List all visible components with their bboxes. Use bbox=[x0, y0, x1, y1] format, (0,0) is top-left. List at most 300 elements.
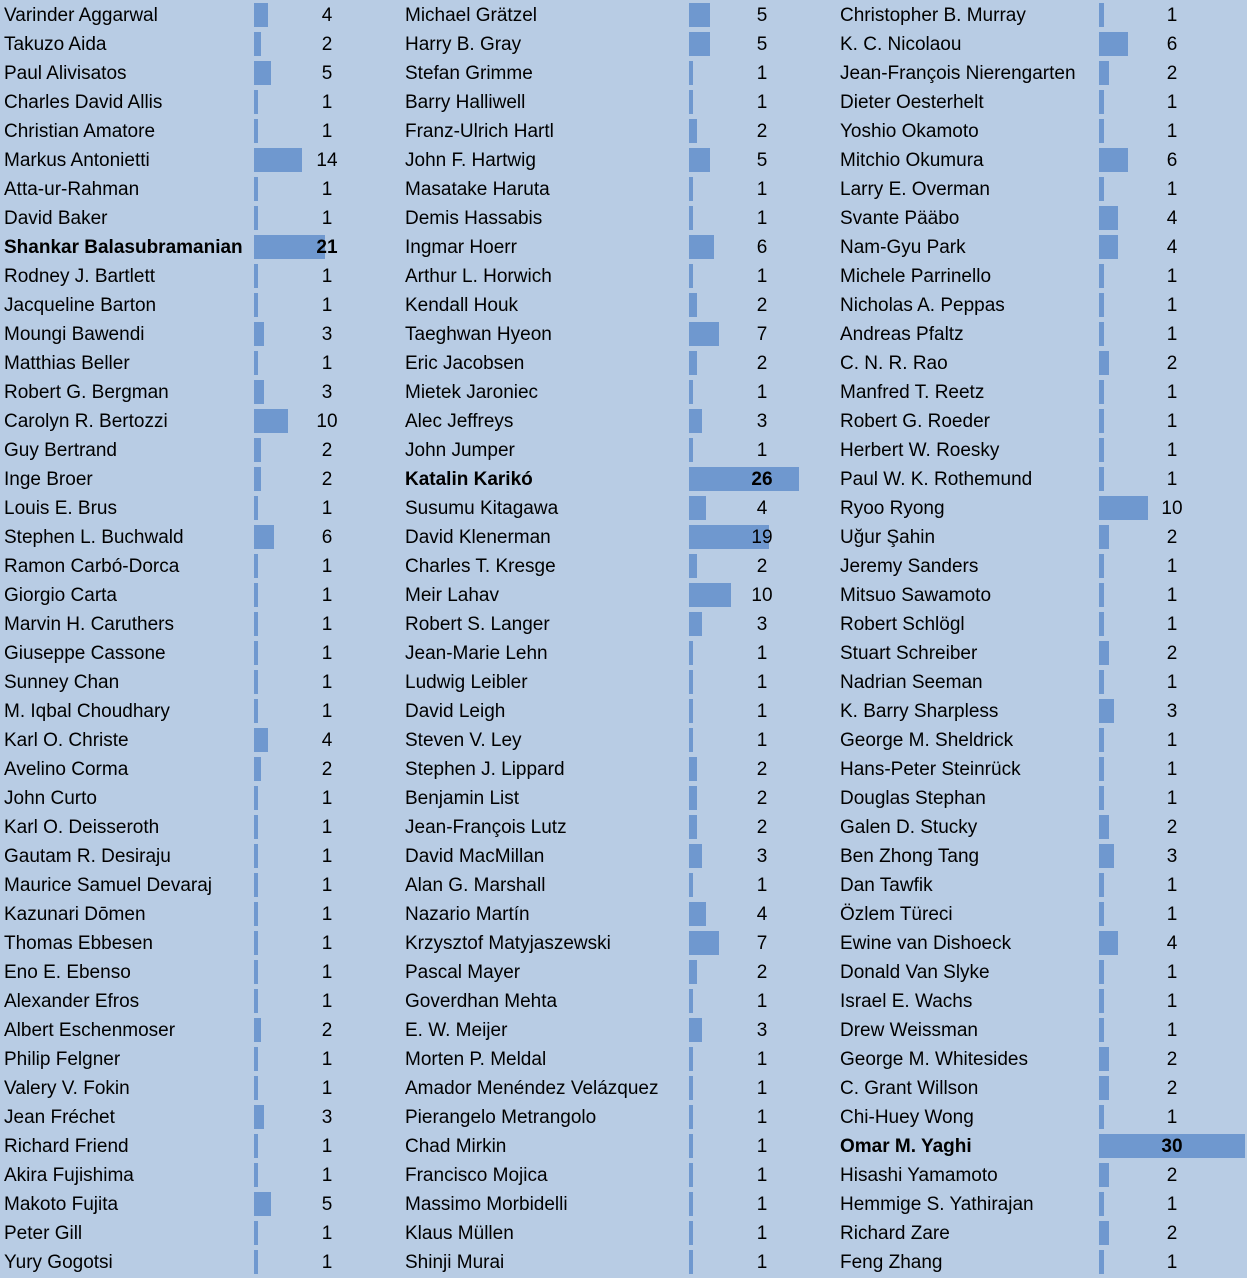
row-name: Eno E. Ebenso bbox=[4, 962, 131, 983]
row-name: Jean-François Lutz bbox=[405, 817, 567, 838]
data-bar bbox=[689, 409, 702, 433]
row-name: Drew Weissman bbox=[840, 1020, 978, 1041]
row-name: Dan Tawfik bbox=[840, 875, 933, 896]
table-row bbox=[405, 551, 845, 580]
data-bar bbox=[254, 960, 258, 984]
row-name: Moungi Bawendi bbox=[4, 324, 145, 345]
row-name: Maurice Samuel Devaraj bbox=[4, 875, 213, 896]
data-bar bbox=[1099, 989, 1104, 1013]
row-value: 1 bbox=[756, 1165, 768, 1186]
row-value: 3 bbox=[321, 1107, 333, 1128]
table-row bbox=[405, 29, 845, 58]
data-bar bbox=[254, 815, 258, 839]
row-name: George M. Whitesides bbox=[840, 1049, 1028, 1070]
data-bar bbox=[254, 1221, 258, 1245]
data-bar bbox=[1099, 670, 1104, 694]
table-row bbox=[405, 203, 845, 232]
data-bar bbox=[254, 699, 258, 723]
row-value: 1 bbox=[756, 1252, 768, 1273]
table-row bbox=[405, 899, 845, 928]
table-row bbox=[405, 1015, 845, 1044]
table-row bbox=[405, 232, 845, 261]
data-bar bbox=[1099, 612, 1104, 636]
row-name: Robert S. Langer bbox=[405, 614, 550, 635]
data-bar bbox=[254, 322, 264, 346]
row-name: Pierangelo Metrangolo bbox=[405, 1107, 597, 1128]
row-name: Barry Halliwell bbox=[405, 92, 526, 113]
table-row bbox=[405, 754, 845, 783]
row-name: Nazario Martín bbox=[405, 904, 530, 925]
row-name: Ewine van Dishoeck bbox=[840, 933, 1012, 954]
row-value: 5 bbox=[321, 1194, 333, 1215]
table-row bbox=[4, 145, 364, 174]
row-name: Yury Gogotsi bbox=[4, 1252, 113, 1273]
data-bar bbox=[254, 177, 258, 201]
data-bar bbox=[689, 699, 693, 723]
row-value: 1 bbox=[756, 440, 768, 461]
row-value: 5 bbox=[321, 63, 333, 84]
row-name: Svante Pääbo bbox=[840, 208, 960, 229]
table-row bbox=[840, 203, 1245, 232]
row-name: Shankar Balasubramanian bbox=[4, 237, 243, 258]
row-value: 1 bbox=[321, 585, 333, 606]
row-value: 1 bbox=[756, 382, 768, 403]
table-row bbox=[840, 841, 1245, 870]
table-row bbox=[4, 319, 364, 348]
table-row bbox=[4, 58, 364, 87]
row-value: 1 bbox=[321, 1049, 333, 1070]
row-value: 1 bbox=[1166, 266, 1178, 287]
table-row bbox=[840, 754, 1245, 783]
row-value: 1 bbox=[321, 875, 333, 896]
row-value: 1 bbox=[321, 1252, 333, 1273]
data-bar bbox=[254, 873, 258, 897]
row-name: Krzysztof Matyjaszewski bbox=[405, 933, 611, 954]
row-value: 1 bbox=[756, 208, 768, 229]
table-row bbox=[405, 986, 845, 1015]
row-value: 1 bbox=[321, 817, 333, 838]
row-name: Ingmar Hoerr bbox=[405, 237, 517, 258]
table-row bbox=[405, 464, 845, 493]
row-value: 5 bbox=[756, 150, 768, 171]
data-bar bbox=[1099, 177, 1104, 201]
data-bar bbox=[689, 554, 697, 578]
data-bar bbox=[1099, 496, 1148, 520]
data-bar bbox=[254, 3, 268, 27]
data-bar bbox=[1099, 699, 1114, 723]
row-name: Karl O. Christe bbox=[4, 730, 129, 751]
row-name: Alan G. Marshall bbox=[405, 875, 546, 896]
data-bar bbox=[1099, 3, 1104, 27]
table-row bbox=[405, 1218, 845, 1247]
data-bar bbox=[689, 293, 697, 317]
table-row bbox=[840, 696, 1245, 725]
row-value: 1 bbox=[756, 63, 768, 84]
data-bar bbox=[1099, 960, 1104, 984]
data-bar bbox=[254, 525, 274, 549]
row-value: 1 bbox=[1166, 1194, 1178, 1215]
table-row bbox=[840, 580, 1245, 609]
table-row bbox=[4, 928, 364, 957]
row-name: Jeremy Sanders bbox=[840, 556, 979, 577]
row-name: Nicholas A. Peppas bbox=[840, 295, 1005, 316]
row-value: 1 bbox=[1166, 1020, 1178, 1041]
row-name: Richard Friend bbox=[4, 1136, 129, 1157]
row-name: Jacqueline Barton bbox=[4, 295, 157, 316]
row-value: 1 bbox=[1166, 730, 1178, 751]
data-bar bbox=[254, 844, 258, 868]
data-bar bbox=[689, 148, 710, 172]
row-name: Paul W. K. Rothemund bbox=[840, 469, 1033, 490]
data-bar bbox=[1099, 554, 1104, 578]
row-name: Hisashi Yamamoto bbox=[840, 1165, 998, 1186]
data-bar bbox=[1099, 438, 1104, 462]
data-bar bbox=[689, 931, 719, 955]
row-name: Taeghwan Hyeon bbox=[405, 324, 552, 345]
table-row bbox=[4, 1073, 364, 1102]
table-row bbox=[840, 1189, 1245, 1218]
table-row bbox=[840, 116, 1245, 145]
data-bar bbox=[689, 1192, 693, 1216]
data-bar bbox=[689, 960, 697, 984]
table-row bbox=[840, 377, 1245, 406]
table-row bbox=[405, 609, 845, 638]
table-row bbox=[405, 783, 845, 812]
row-value: 2 bbox=[1166, 1223, 1178, 1244]
data-bar bbox=[689, 61, 693, 85]
row-name: Meir Lahav bbox=[405, 585, 499, 606]
data-bar bbox=[254, 90, 258, 114]
row-value: 1 bbox=[1166, 440, 1178, 461]
row-name: Katalin Karikó bbox=[405, 469, 533, 490]
row-name: Demis Hassabis bbox=[405, 208, 543, 229]
row-value: 6 bbox=[321, 527, 333, 548]
table-row bbox=[4, 783, 364, 812]
data-bar bbox=[1099, 525, 1109, 549]
row-value: 1 bbox=[1166, 585, 1178, 606]
row-name: Stefan Grimme bbox=[405, 63, 533, 84]
table-row bbox=[405, 667, 845, 696]
row-value: 6 bbox=[1166, 34, 1178, 55]
row-value: 4 bbox=[1166, 237, 1178, 258]
row-name: C. N. R. Rao bbox=[840, 353, 948, 374]
data-bar bbox=[254, 61, 271, 85]
row-name: Yoshio Okamoto bbox=[840, 121, 979, 142]
data-bar bbox=[254, 409, 288, 433]
data-bar bbox=[689, 989, 693, 1013]
data-bar bbox=[1099, 322, 1104, 346]
row-value: 2 bbox=[756, 817, 768, 838]
data-bar bbox=[689, 177, 693, 201]
row-value: 1 bbox=[321, 904, 333, 925]
table-row bbox=[840, 783, 1245, 812]
table-row bbox=[405, 1073, 845, 1102]
table-row bbox=[840, 493, 1245, 522]
row-value: 1 bbox=[1166, 614, 1178, 635]
table-row bbox=[4, 0, 364, 29]
data-bar bbox=[254, 467, 261, 491]
table-row bbox=[840, 725, 1245, 754]
row-name: Philip Felgner bbox=[4, 1049, 121, 1070]
row-name: Franz-Ulrich Hartl bbox=[405, 121, 554, 142]
row-value: 1 bbox=[1166, 759, 1178, 780]
row-name: Dieter Oesterhelt bbox=[840, 92, 984, 113]
row-value: 2 bbox=[1166, 1165, 1178, 1186]
data-bar bbox=[1099, 148, 1128, 172]
table-row bbox=[4, 957, 364, 986]
table-row bbox=[840, 1015, 1245, 1044]
row-value: 2 bbox=[756, 759, 768, 780]
row-value: 1 bbox=[321, 846, 333, 867]
row-value: 1 bbox=[1166, 1107, 1178, 1128]
data-bar bbox=[1099, 61, 1109, 85]
data-bar bbox=[254, 641, 258, 665]
data-bar bbox=[689, 786, 697, 810]
row-name: David Klenerman bbox=[405, 527, 551, 548]
data-bar bbox=[689, 119, 697, 143]
row-name: Thomas Ebbesen bbox=[4, 933, 153, 954]
row-name: Albert Eschenmoser bbox=[4, 1020, 176, 1041]
table-row bbox=[840, 638, 1245, 667]
row-value: 1 bbox=[321, 295, 333, 316]
data-bar bbox=[689, 206, 693, 230]
data-bar bbox=[689, 844, 702, 868]
row-name: Peter Gill bbox=[4, 1223, 83, 1244]
data-bar bbox=[689, 902, 706, 926]
row-value: 2 bbox=[1166, 353, 1178, 374]
row-value: 3 bbox=[756, 614, 768, 635]
data-bar bbox=[1099, 844, 1114, 868]
table-row bbox=[4, 232, 364, 261]
table-row bbox=[840, 1102, 1245, 1131]
row-name: E. W. Meijer bbox=[405, 1020, 508, 1041]
row-value: 1 bbox=[321, 179, 333, 200]
table-row bbox=[4, 203, 364, 232]
table-row bbox=[840, 551, 1245, 580]
row-value: 2 bbox=[756, 556, 768, 577]
row-name: Eric Jacobsen bbox=[405, 353, 525, 374]
row-name: Charles David Allis bbox=[4, 92, 163, 113]
row-value: 1 bbox=[1166, 92, 1178, 113]
data-bar bbox=[1099, 293, 1104, 317]
data-bar bbox=[254, 496, 258, 520]
row-value: 1 bbox=[1166, 411, 1178, 432]
table-row bbox=[4, 1102, 364, 1131]
row-value: 2 bbox=[1166, 63, 1178, 84]
table-row bbox=[4, 638, 364, 667]
table-row bbox=[405, 319, 845, 348]
row-value: 1 bbox=[321, 121, 333, 142]
row-name: Ramon Carbó-Dorca bbox=[4, 556, 180, 577]
table-row bbox=[4, 116, 364, 145]
row-name: Amador Menéndez Velázquez bbox=[405, 1078, 659, 1099]
row-value: 3 bbox=[321, 382, 333, 403]
row-value: 2 bbox=[756, 788, 768, 809]
row-value: 3 bbox=[321, 324, 333, 345]
row-name: Mitchio Okumura bbox=[840, 150, 984, 171]
table-row bbox=[4, 87, 364, 116]
row-name: Uğur Şahin bbox=[840, 527, 936, 548]
row-name: Kendall Houk bbox=[405, 295, 519, 316]
table-row bbox=[4, 261, 364, 290]
row-value: 2 bbox=[1166, 1078, 1178, 1099]
row-name: Stephen J. Lippard bbox=[405, 759, 565, 780]
row-value: 1 bbox=[321, 498, 333, 519]
row-value: 2 bbox=[1166, 527, 1178, 548]
table-row bbox=[840, 870, 1245, 899]
row-name: Arthur L. Horwich bbox=[405, 266, 552, 287]
table-row bbox=[840, 232, 1245, 261]
data-bar bbox=[689, 583, 731, 607]
row-value: 1 bbox=[756, 701, 768, 722]
row-value: 1 bbox=[756, 730, 768, 751]
row-value: 1 bbox=[756, 643, 768, 664]
table-row bbox=[405, 928, 845, 957]
table-row bbox=[840, 1131, 1245, 1160]
row-value: 1 bbox=[1166, 672, 1178, 693]
data-bar bbox=[1099, 467, 1104, 491]
data-bar bbox=[689, 1105, 693, 1129]
row-value: 1 bbox=[756, 179, 768, 200]
row-value: 5 bbox=[756, 34, 768, 55]
row-value: 21 bbox=[316, 237, 338, 258]
row-value: 1 bbox=[321, 1223, 333, 1244]
row-value: 3 bbox=[756, 846, 768, 867]
row-name: Alec Jeffreys bbox=[405, 411, 514, 432]
row-value: 2 bbox=[321, 440, 333, 461]
row-name: Israel E. Wachs bbox=[840, 991, 973, 1012]
row-value: 1 bbox=[1166, 875, 1178, 896]
row-value: 4 bbox=[1166, 208, 1178, 229]
row-value: 1 bbox=[756, 1223, 768, 1244]
row-name: Larry E. Overman bbox=[840, 179, 990, 200]
table-row bbox=[4, 1044, 364, 1073]
row-value: 1 bbox=[1166, 991, 1178, 1012]
row-name: Michael Grätzel bbox=[405, 5, 537, 26]
row-value: 1 bbox=[1166, 179, 1178, 200]
row-value: 1 bbox=[756, 1136, 768, 1157]
row-name: K. C. Nicolaou bbox=[840, 34, 962, 55]
table-row bbox=[405, 638, 845, 667]
data-bar bbox=[1099, 786, 1104, 810]
data-bar bbox=[254, 1105, 264, 1129]
table-row bbox=[840, 667, 1245, 696]
row-name: Benjamin List bbox=[405, 788, 520, 809]
row-name: Markus Antonietti bbox=[4, 150, 150, 171]
row-name: Morten P. Meldal bbox=[405, 1049, 547, 1070]
row-name: Andreas Pfaltz bbox=[840, 324, 964, 345]
row-name: Manfred T. Reetz bbox=[840, 382, 985, 403]
row-value: 1 bbox=[756, 266, 768, 287]
row-value: 6 bbox=[1166, 150, 1178, 171]
table-row bbox=[840, 1160, 1245, 1189]
data-bar bbox=[254, 1047, 258, 1071]
data-bar bbox=[689, 322, 719, 346]
table-row bbox=[405, 1160, 845, 1189]
row-value: 3 bbox=[1166, 701, 1178, 722]
row-value: 1 bbox=[1166, 295, 1178, 316]
data-bar bbox=[689, 670, 693, 694]
row-value: 1 bbox=[756, 1194, 768, 1215]
data-bar bbox=[689, 1076, 693, 1100]
row-name: Carolyn R. Bertozzi bbox=[4, 411, 168, 432]
table-row bbox=[4, 348, 364, 377]
table-row bbox=[840, 435, 1245, 464]
row-value: 1 bbox=[756, 875, 768, 896]
row-value: 2 bbox=[1166, 1049, 1178, 1070]
data-bar bbox=[1099, 119, 1104, 143]
row-name: Inge Broer bbox=[4, 469, 93, 490]
row-name: Paul Alivisatos bbox=[4, 63, 127, 84]
row-value: 1 bbox=[321, 788, 333, 809]
row-value: 1 bbox=[1166, 5, 1178, 26]
table-row bbox=[4, 377, 364, 406]
row-name: Alexander Efros bbox=[4, 991, 140, 1012]
row-name: Valery V. Fokin bbox=[4, 1078, 130, 1099]
row-name: George M. Sheldrick bbox=[840, 730, 1014, 751]
row-value: 1 bbox=[321, 672, 333, 693]
row-value: 7 bbox=[756, 324, 768, 345]
row-name: Mietek Jaroniec bbox=[405, 382, 539, 403]
row-name: John Curto bbox=[4, 788, 97, 809]
table-row bbox=[405, 1102, 845, 1131]
row-name: Robert Schlögl bbox=[840, 614, 965, 635]
row-value: 1 bbox=[756, 1078, 768, 1099]
table-row bbox=[4, 435, 364, 464]
data-bar bbox=[254, 989, 258, 1013]
row-value: 2 bbox=[1166, 643, 1178, 664]
row-name: Hemmige S. Yathirajan bbox=[840, 1194, 1034, 1215]
table-row bbox=[840, 986, 1245, 1015]
row-value: 2 bbox=[756, 353, 768, 374]
row-name: Marvin H. Caruthers bbox=[4, 614, 174, 635]
row-value: 1 bbox=[756, 1107, 768, 1128]
table-row bbox=[4, 29, 364, 58]
table-row bbox=[405, 522, 845, 551]
row-name: Steven V. Ley bbox=[405, 730, 522, 751]
table-row bbox=[405, 493, 845, 522]
data-bar bbox=[1099, 583, 1104, 607]
row-value: 2 bbox=[321, 759, 333, 780]
row-value: 3 bbox=[756, 1020, 768, 1041]
data-bar bbox=[254, 148, 302, 172]
row-name: Jean-François Nierengarten bbox=[840, 63, 1076, 84]
data-bar bbox=[1099, 351, 1109, 375]
table-row bbox=[405, 116, 845, 145]
row-name: Herbert W. Roesky bbox=[840, 440, 1000, 461]
row-value: 6 bbox=[756, 237, 768, 258]
row-value: 1 bbox=[321, 933, 333, 954]
table-row bbox=[405, 435, 845, 464]
row-name: Varinder Aggarwal bbox=[4, 5, 158, 26]
data-bar bbox=[254, 438, 261, 462]
row-value: 4 bbox=[1166, 933, 1178, 954]
row-value: 7 bbox=[756, 933, 768, 954]
data-bar bbox=[254, 1018, 261, 1042]
row-value: 1 bbox=[1166, 382, 1178, 403]
data-bar bbox=[254, 119, 258, 143]
row-name: Jean Fréchet bbox=[4, 1107, 115, 1128]
data-bar bbox=[689, 3, 710, 27]
data-bar bbox=[254, 264, 258, 288]
row-value: 4 bbox=[321, 5, 333, 26]
table-row bbox=[4, 493, 364, 522]
data-bar bbox=[1099, 1192, 1104, 1216]
row-value: 1 bbox=[321, 266, 333, 287]
data-bar bbox=[254, 583, 258, 607]
data-bar bbox=[254, 351, 258, 375]
data-bar bbox=[689, 351, 697, 375]
